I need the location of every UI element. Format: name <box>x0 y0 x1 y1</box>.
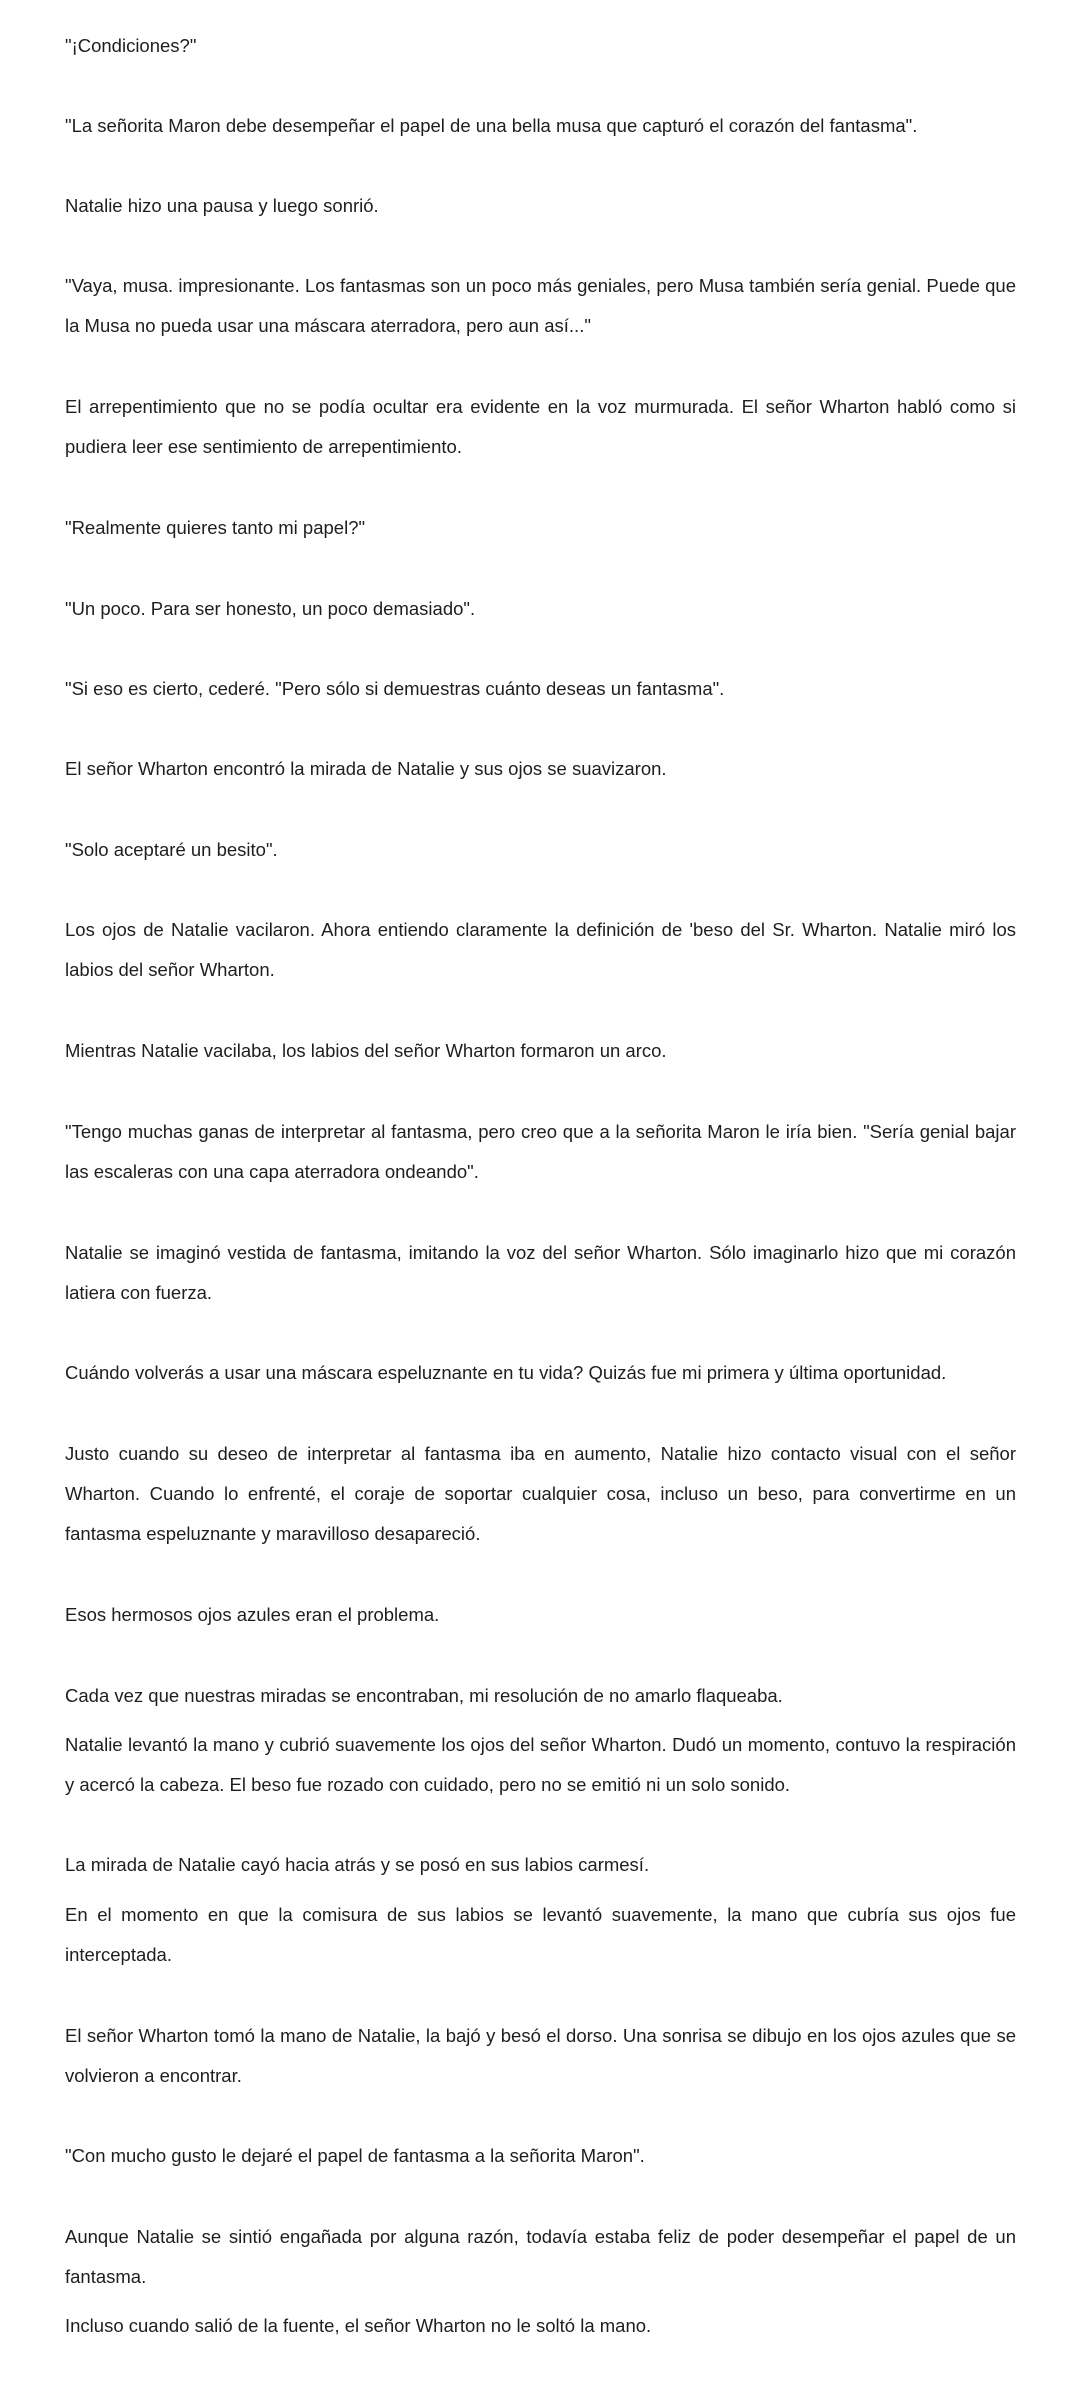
paragraph: "Realmente quieres tanto mi papel?" <box>65 517 366 538</box>
paragraph: Cada vez que nuestras miradas se encontraban, mi resolución de no amarlo flaqueaba. <box>65 1685 783 1706</box>
paragraph: "Tengo muchas ganas de interpretar al fantasma, pero creo que a la señorita Maron le iría bien. "Sería genial bajar las escaleras con una capa aterradora ondeando". <box>65 1121 1016 1182</box>
paragraph: El señor Wharton tomó la mano de Natalie, la bajó y besó el dorso. Una sonrisa se dibujo en los ojos azules que se volvieron a encontrar. <box>65 2025 1016 2086</box>
paragraph: Natalie levantó la mano y cubrió suavemente los ojos del señor Wharton. Dudó un momento, contuvo la respiración y acercó la cabeza. El beso fue rozado con cuidado, pero no se emitió ni un solo sonido. <box>65 1734 1016 1795</box>
paragraph: Mientras Natalie vacilaba, los labios del señor Wharton formaron un arco. <box>65 1040 667 1061</box>
paragraph: "Con mucho gusto le dejaré el papel de fantasma a la señorita Maron". <box>65 2145 645 2166</box>
paragraph: "¡Condiciones?" <box>65 35 197 56</box>
paragraph: Aunque Natalie se sintió engañada por alguna razón, todavía estaba feliz de poder desempeñar el papel de un fantasma. <box>65 2226 1016 2287</box>
paragraph: "Vaya, musa. impresionante. Los fantasmas son un poco más geniales, pero Musa también sería genial. Puede que la Musa no pueda usar una máscara aterradora, pero aun así..." <box>65 275 1016 336</box>
paragraph: Natalie hizo una pausa y luego sonrió. <box>65 195 379 216</box>
paragraph: "La señorita Maron debe desempeñar el papel de una bella musa que capturó el corazón del fantasma". <box>65 115 918 136</box>
paragraph: Esos hermosos ojos azules eran el problema. <box>65 1604 440 1625</box>
paragraph: En el momento en que la comisura de sus labios se levantó suavemente, la mano que cubría sus ojos fue interceptada. <box>65 1904 1016 1965</box>
paragraph: El arrepentimiento que no se podía ocultar era evidente en la voz murmurada. El señor Wharton habló como si pudiera leer ese sentimiento de arrepentimiento. <box>65 396 1016 457</box>
paragraph: Los ojos de Natalie vacilaron. Ahora entiendo claramente la definición de 'beso del Sr. Wharton. Natalie miró los labios del señor Wharton. <box>65 919 1016 980</box>
paragraph: "Un poco. Para ser honesto, un poco demasiado". <box>65 598 476 619</box>
paragraph: Natalie se imaginó vestida de fantasma, imitando la voz del señor Wharton. Sólo imaginarlo hizo que mi corazón latiera con fuerza. <box>65 1242 1016 1303</box>
paragraph: Cuándo volverás a usar una máscara espeluznante en tu vida? Quizás fue mi primera y última oportunidad. <box>65 1362 947 1383</box>
paragraph: Incluso cuando salió de la fuente, el señor Wharton no le soltó la mano. <box>65 2315 652 2336</box>
paragraph: La mirada de Natalie cayó hacia atrás y se posó en sus labios carmesí. <box>65 1854 650 1875</box>
paragraph: "Solo aceptaré un besito". <box>65 839 278 860</box>
paragraph: El señor Wharton encontró la mirada de Natalie y sus ojos se suavizaron. <box>65 758 667 779</box>
paragraph: "Si eso es cierto, cederé. "Pero sólo si demuestras cuánto deseas un fantasma". <box>65 678 725 699</box>
paragraph: Justo cuando su deseo de interpretar al fantasma iba en aumento, Natalie hizo contacto visual con el señor Wharton. Cuando lo enfrenté, el coraje de soportar cualquier cosa, incluso un beso, para convertirme en un fantasma espeluznante y maravilloso desapareció. <box>65 1443 1016 1544</box>
